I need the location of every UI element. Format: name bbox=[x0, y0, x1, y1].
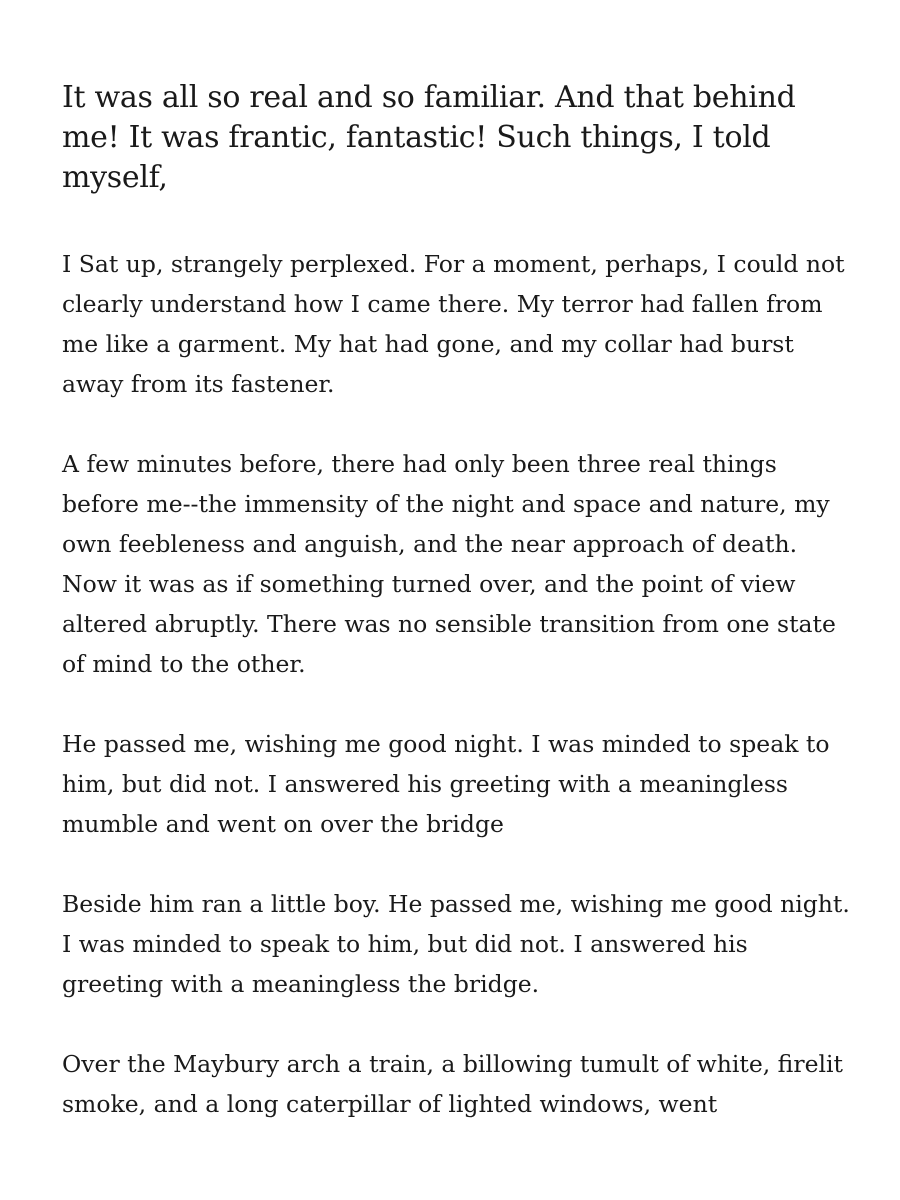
paragraph-1: I Sat up, strangely perplexed. For a moment, perhaps, I could not clearly understand how I came there. My terror had fallen from me like a garment. My hat had gone, and my collar had burst away from its fastener. bbox=[62, 250, 845, 398]
paragraph-5: Over the Maybury arch a train, a billowing tumult of white, firelit smoke, and a long caterpillar of lighted windows, went bbox=[62, 1050, 843, 1118]
paragraph-2: A few minutes before, there had only been three real things before me--the immensity of the night and space and nature, my own feebleness and anguish, and the near approach of death. Now it was as if something turned over, and the point of view altered abruptly. There was no sensible transition from one state of mind to the other. bbox=[62, 450, 836, 678]
paragraph-4: Beside him ran a little boy. He passed me, wishing me good night. I was minded to speak to him, but did not. I answered his greeting with a meaningless the bridge. bbox=[62, 890, 850, 998]
paragraph-3: He passed me, wishing me good night. I was minded to speak to him, but did not. I answered his greeting with a meaningless mumble and went on over the bridge bbox=[62, 730, 830, 838]
page-title: It was all so real and so familiar. And that behind me! It was frantic, fantastic! Such things, I told myself, bbox=[62, 80, 796, 195]
